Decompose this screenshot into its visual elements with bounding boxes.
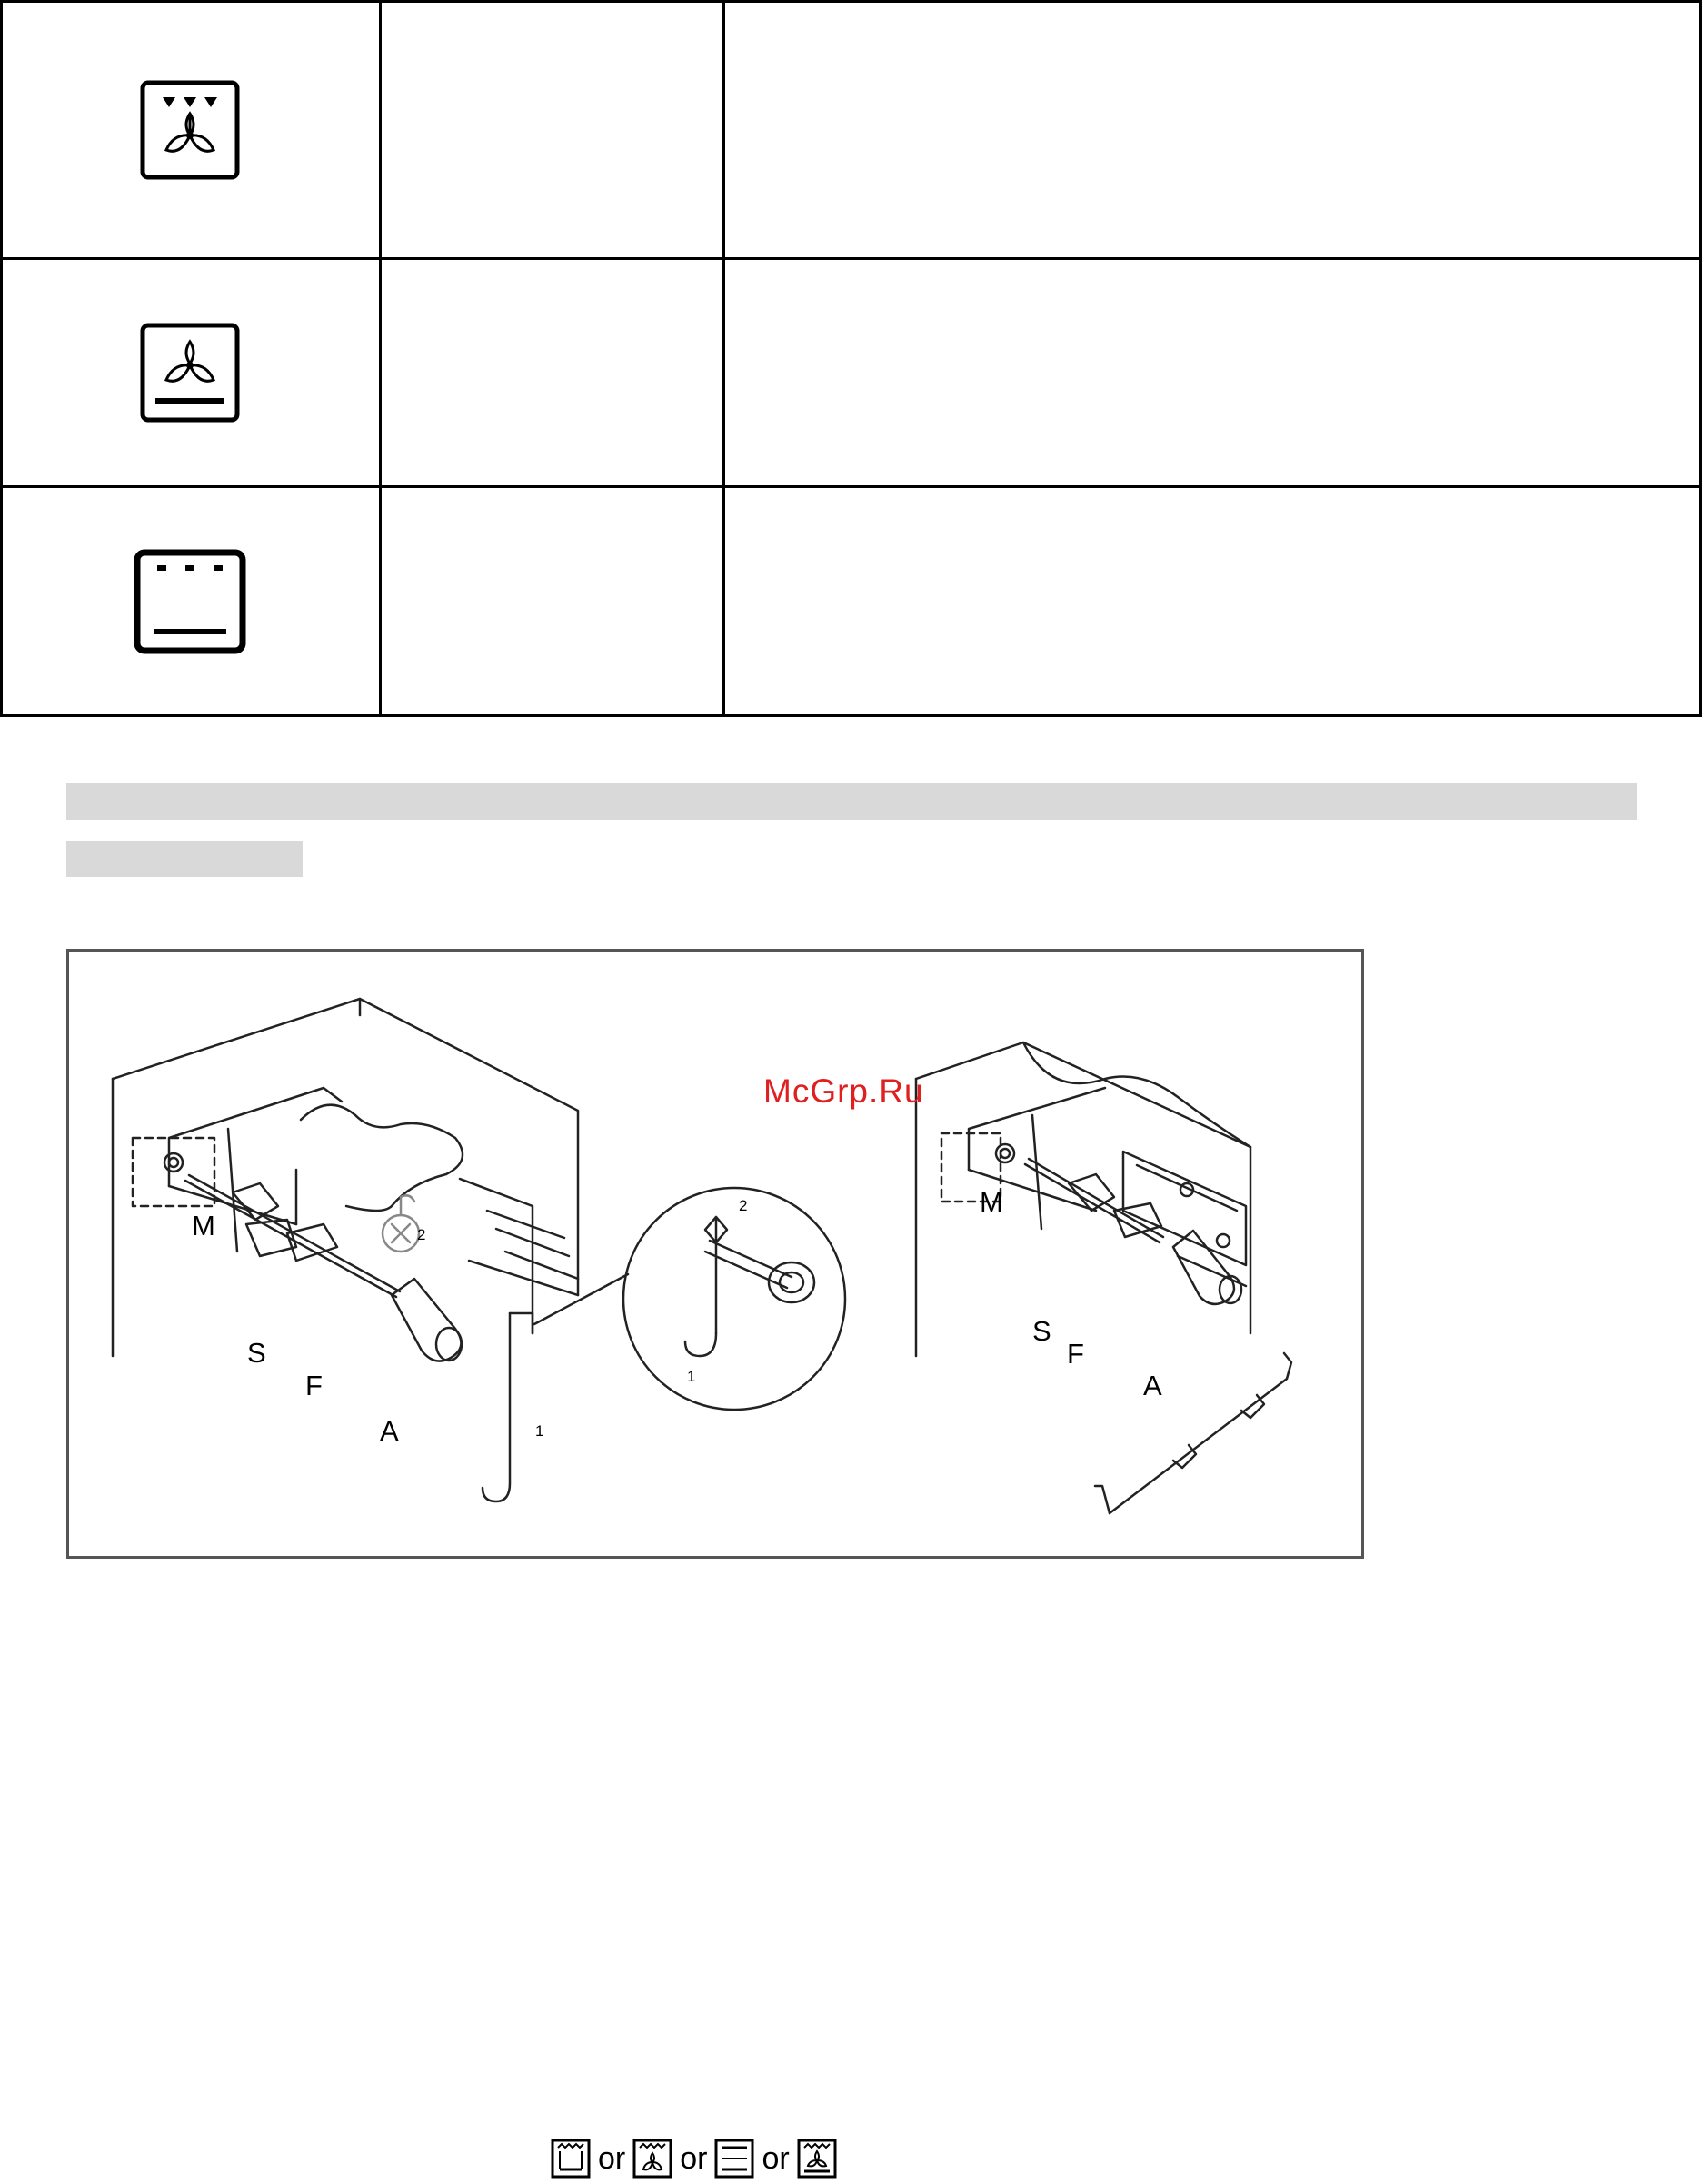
motor-label: M <box>192 1210 215 1242</box>
table-row <box>0 3 1702 257</box>
fan-grill-bottom-icon <box>797 2139 837 2179</box>
function-description <box>725 3 1698 257</box>
fork-label: F <box>1067 1338 1084 1370</box>
table-border-bottom <box>0 714 1702 717</box>
table-row <box>0 488 1702 714</box>
lamp-number-label: 2 <box>417 1226 426 1243</box>
oven-top-heat-fan-icon <box>139 79 241 181</box>
function-name <box>382 3 722 257</box>
hook-number-label: 1 <box>535 1422 544 1440</box>
or-connector: or <box>762 2140 790 2176</box>
handle-label: A <box>380 1415 399 1447</box>
function-name <box>382 488 722 714</box>
rotisserie-installation-figure <box>66 949 1364 1559</box>
or-connector: or <box>680 2140 708 2176</box>
top-bottom-grill-icon <box>551 2139 591 2179</box>
motor-label: M <box>980 1186 1003 1218</box>
table-row <box>0 260 1702 485</box>
spit-label: S <box>247 1337 266 1369</box>
icon-cell <box>0 260 379 485</box>
function-description <box>725 488 1698 714</box>
or-connector: or <box>598 2140 626 2176</box>
section-heading-highlight <box>66 783 1637 820</box>
fork-label: F <box>305 1370 323 1401</box>
watermark: McGrp.Ru <box>763 1072 924 1110</box>
rotisserie-diagram <box>69 952 1361 1556</box>
function-description <box>725 260 1698 485</box>
top-bottom-heat-icon <box>714 2139 754 2179</box>
oven-top-bottom-heat-icon <box>134 549 246 654</box>
icon-cell <box>0 488 379 714</box>
oven-bottom-heat-fan-icon <box>139 322 241 424</box>
detail-number-label: 2 <box>739 1197 748 1214</box>
detail-number-label: 1 <box>687 1368 696 1385</box>
functions-table <box>0 0 1702 717</box>
fan-grill-icon <box>632 2139 672 2179</box>
section-heading-highlight <box>66 841 303 877</box>
handle-label: A <box>1143 1370 1162 1401</box>
function-name <box>382 260 722 485</box>
spit-label: S <box>1032 1315 1051 1347</box>
grill-mode-symbols <box>551 2137 837 2180</box>
icon-cell <box>0 3 379 257</box>
